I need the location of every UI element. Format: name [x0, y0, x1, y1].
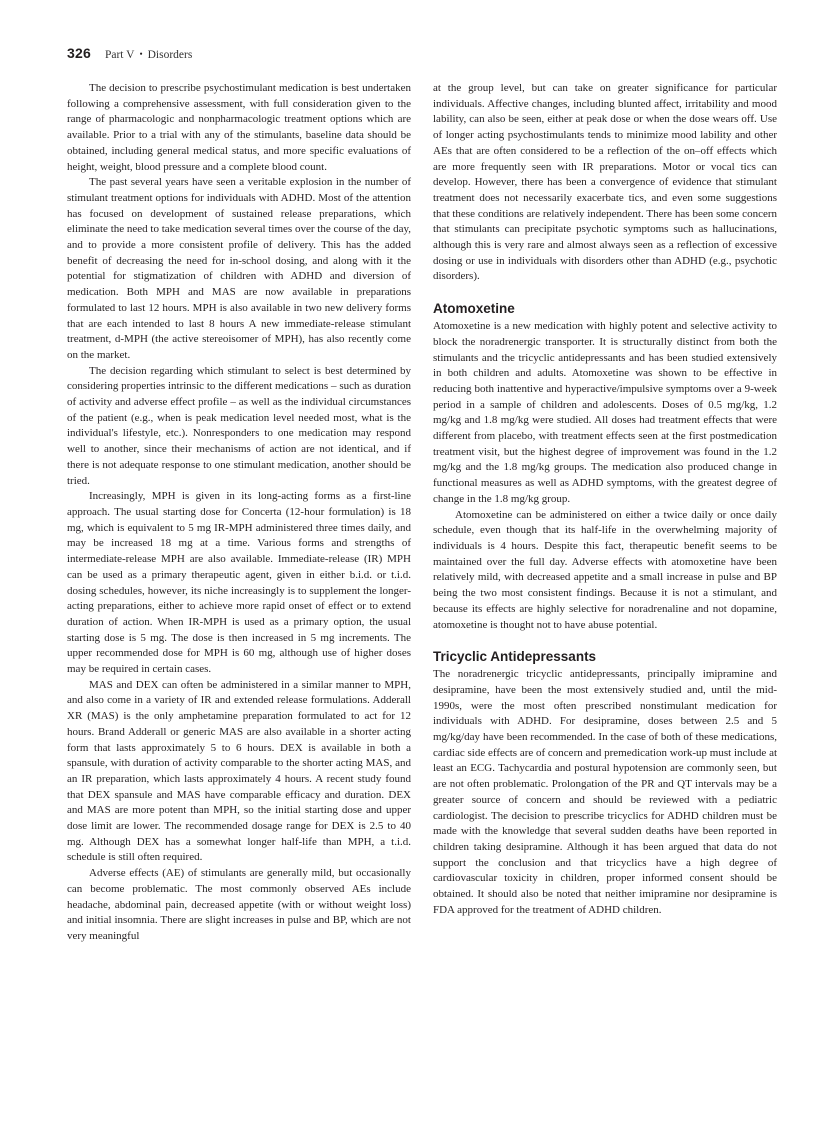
paragraph-treatment-options: The past several years have seen a veritable explosion in the number of stimulant treatment options for individuals with ADHD. Most of the attention has focused on development of sustained release preparations, which eliminate the need to take medication several times over the course of the day, and to provide a more consistent profile of delivery. This has the added benefit of decreasing the need for in-school dosing, and along with it the potential for stigmatization of children with ADHD and diversion of medication. Both MPH and MAS are now available in preparations formulated to last 12 hours. MPH is also available in two new delivery forms that are each intended to last 8 hours A new immediate-release stimulant treatment, d-MPH (the active stereoisomer of MPH), has also recently come on the market. [67, 176, 411, 361]
page-number: 326 [67, 45, 91, 61]
section-label: Disorders [147, 49, 193, 61]
heading-tricyclic-antidepressants: Tricyclic Antidepressants [433, 649, 597, 665]
paragraph-tricyclics: The noradrenergic tricyclic antidepressants, principally imipramine and desipramine, have been the most extensively studied and, until the mid-1990s, were the most often prescribed nonstimulant medication for individuals with ADHD. For desipramine, doses between 2.5 and 5 mg/kg/day have been recommended. In the case of both of these medications, cardiac side effects are of concern and premedication work-up must include at least an ECG. Tachycardia and postural hypotension are commonly seen, but are not often problematic. Prolongation of the PR and QT intervals may be a greater source of concern and should be reviewed with a pediatric cardiologist. The decision to prescribe tricyclics for ADHD children must be made with the knowledge that several sudden deaths have been reported in children taking desipramine. Although it has been argued that data do not support the conclusion and that tricyclics have a high degree of cardiovascular toxicity in children, proper informed consent should be obtained. It should also be noted that neither imipramine nor desipramine is FDA approved for the treatment of ADHD children. [433, 668, 778, 916]
right-column [433, 81, 777, 918]
paragraph-mph-dosing: Increasingly, MPH is given in its long-acting forms as a first-line approach. The usual starting dose for Concerta (12-hour formulation) is 18 mg, which is equivalent to 5 mg IR-MPH administered three times daily, and may be increased 18 mg at a time. Various forms and strengths of intermediate-release MPH are also available. Immediate-release (IR) MPH can be used as a primary therapeutic agent, given in either b.i.d. or t.i.d. dosing schedules, however, its niche increasingly is to supplement the longer-acting preparations, either to achieve more rapid onset of effect or to extend duration of action. When IR-MPH is used as a primary option, the usual starting dose is 5 mg. The dose is then increased in 5 mg increments. The upper recommended dose for MPH is 60 mg, although use of higher doses may be required in certain cases. [67, 490, 411, 676]
paragraph-atomoxetine-schedule: Atomoxetine can be administered on either a twice daily or once daily schedule, even though that its half-life in the overwhelming majority of individuals is 4 hours. Despite this fact, therapeutic benefit seems to be maintained over the full day. Adverse effects with atomoxetine have been relatively mild, with decreased appetite and a small increase in pulse and BP being the two most consistent findings. Because it is not a stimulant, and because its effects are highly selective for noradrenaline and not dopamine, atomoxetine is thought not to have abuse potential. [433, 508, 777, 631]
paragraph-atomoxetine-intro: Atomoxetine is a new medication with highly potent and selective activity to block the noradrenergic transporter. It is structurally distinct from both the stimulants and the tricyclic antidepressants and has been studied extensively in both children and adults. Atomoxetine was shown to be effective in reducing both inattentive and hyperactive/impulsive symptoms over a 9-week period in a sample of children and adolescents. Doses of 0.5 mg/kg, 1.2 mg/kg and 1.8 mg/kg were studied. All doses had treatment effects that were different from placebo, with treatment effects seen at the first postmedication treatment visit, but the highest degree of improvement was found in the 1.2 mg/kg and the 1.8 mg/kg groups. The medication also produced change in functional measures as well as ADHD symptoms, with the greatest degree of change in the 1.8 mg/kg group. [433, 320, 777, 505]
part-label: Part V [104, 49, 135, 61]
left-column [67, 81, 411, 945]
paragraph-adverse-effects: Adverse effects (AE) of stimulants are generally mild, but occasionally can become problematic. The most commonly observed AEs include headache, abdominal pain, decreased appetite (with or without weight loss) and initial insomnia. There are slight increases in pulse and BP, which are not very meaningful [67, 867, 411, 942]
paragraph-stimulant-selection: The decision regarding which stimulant to select is best determined by considering properties intrinsic to the different medications – such as duration of activity and adverse effect profile – as well as the individual circumstances of the patient (e.g., when is peak medication level needed most, what is the individual's lifestyle, etc.). Nonresponders to one medication may respond well to another, since their mechanisms of action are not identical, and if there is not adequate response to one stimulant medication, another should be tried. [67, 364, 411, 487]
paragraph-stimulant-assessment: The decision to prescribe psychostimulant medication is best undertaken following a comprehensive assessment, with full consideration given to the range of pharmacologic and nonpharmacologic treatment options which are available. Prior to a trial with any of the stimulants, baseline data should be obtained, including general medical status, and more specific evaluations of height, weight, blood pressure and a complete blood count. [67, 82, 411, 173]
paragraph-adverse-effects-continued: at the group level, but can take on greater significance for particular individuals. Affective changes, including blunted affect, irritability and mood lability, can also be seen, either at peak dose or when the dose wears off. Use of longer acting psychostimulants tends to minimize mood lability and other AEs that are often considered to be a reflection of the on–off effects which are more frequently seen with IR preparations. Motor or vocal tics can develop. However, there has been a convergence of evidence that stimulant treatment does not necessarily exacerbate tics, and even some suggestions that these conditions are relatively independent. There has been some concern that stimulants can precipitate psychotic symptoms such as hallucinations, although this is very rare and almost always seen as a reflection of excessive dosing or use in individuals with disorders other than ADHD (e.g., psychotic disorders). [433, 82, 777, 283]
paragraph-mas-dex: MAS and DEX can often be administered in a similar manner to MPH, and also come in a variety of IR and extended release formulations. Adderall XR (MAS) is the only amphetamine preparation formulated to act for 12 hours. Brand Adderall or generic MAS are also available in a shorter acting form that lasts approximately 5 to 6 hours. DEX is available in both a spansule, with duration of activity comparable to the shorter acting MAS, and an IR preparation, which lasts approximately 4 hours. A recent study found that DEX spansule and MAS have comparable efficacy and duration. DEX and MAS are more potent than MPH, so the initial starting dose and upper dose limit are lower. The recommended dosage range for DEX is 2.5 to 40 mg. Although DEX has a somewhat longer half-life than MPH, a t.i.d. schedule is still often required. [67, 678, 411, 864]
header-separator: • [139, 49, 143, 59]
heading-atomoxetine: Atomoxetine [433, 301, 515, 317]
running-head [67, 45, 192, 67]
